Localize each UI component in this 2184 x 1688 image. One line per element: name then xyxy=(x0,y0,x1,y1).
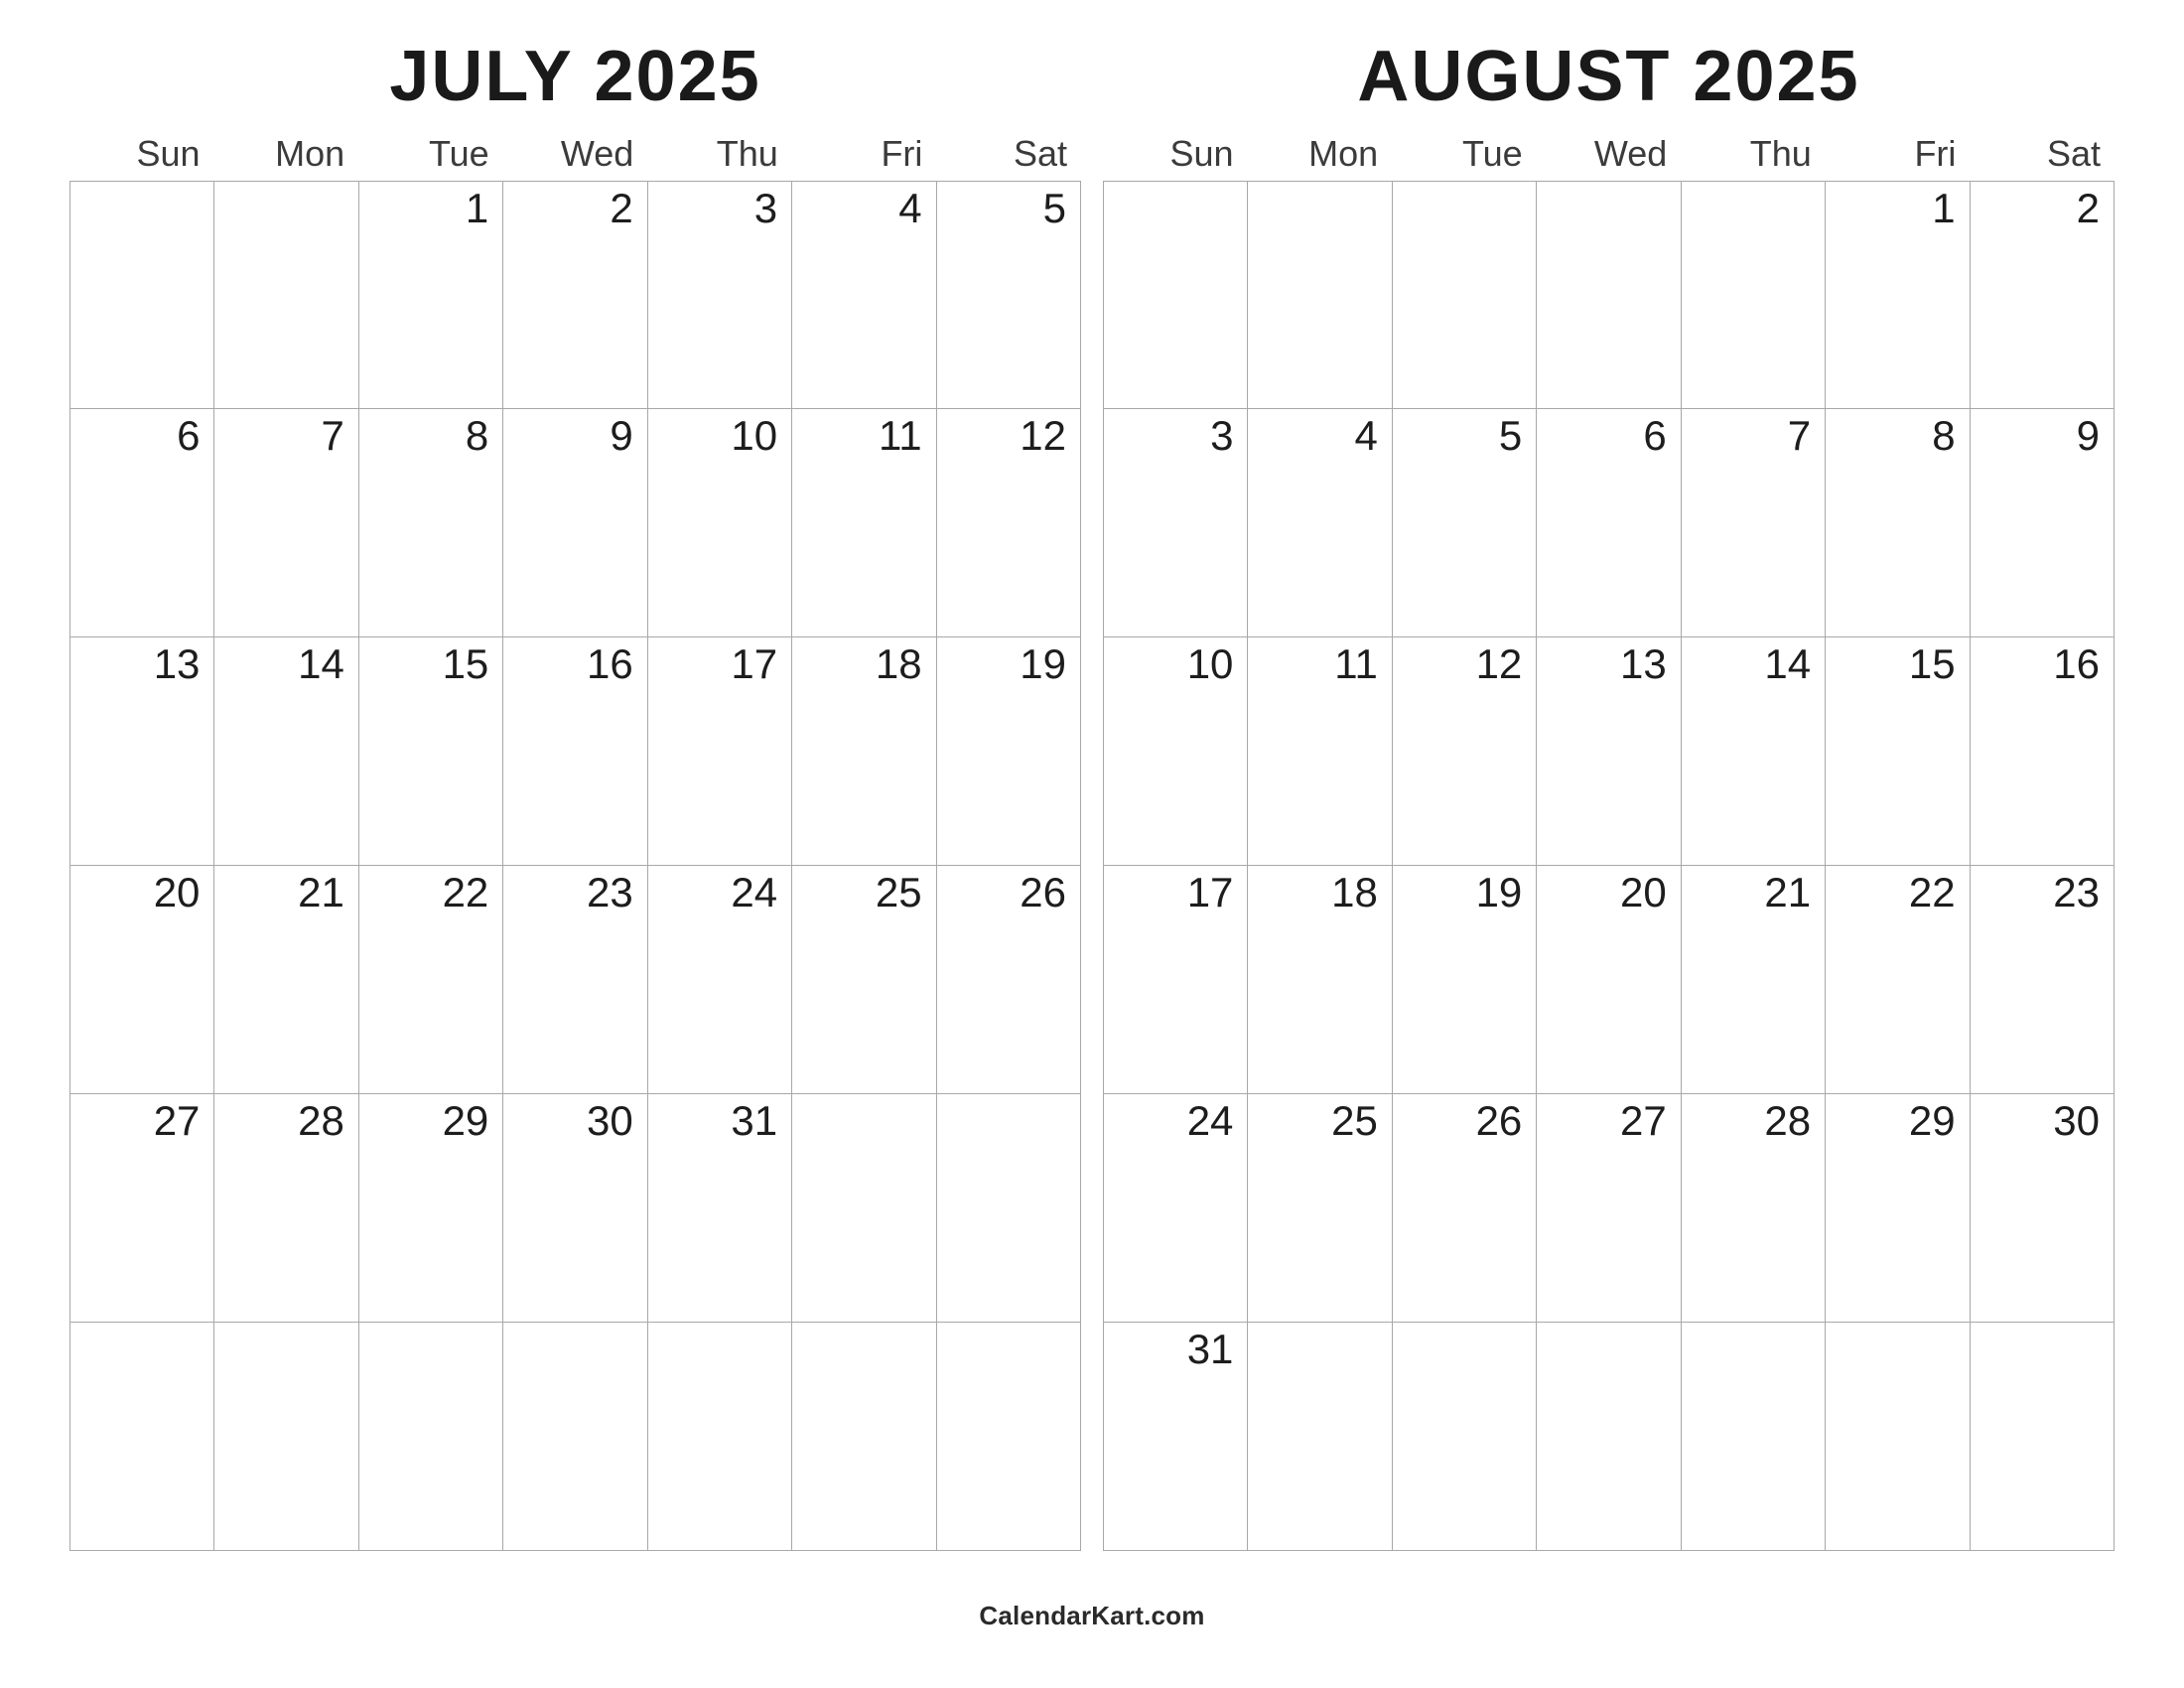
weekday-label-sat: Sat xyxy=(1013,132,1067,174)
day-number: 18 xyxy=(1331,869,1378,916)
day-number: 6 xyxy=(1643,412,1667,460)
weekday-label-mon: Mon xyxy=(1308,132,1379,174)
day-cell[interactable] xyxy=(1971,182,2115,410)
day-number: 28 xyxy=(1764,1096,1812,1144)
day-number: 10 xyxy=(731,412,778,460)
day-cell[interactable] xyxy=(937,1323,1081,1551)
day-cell[interactable] xyxy=(70,1323,214,1551)
day-number: 20 xyxy=(153,869,201,916)
day-number: 30 xyxy=(586,1096,633,1144)
day-cell[interactable] xyxy=(214,637,358,866)
day-cell[interactable] xyxy=(792,866,936,1094)
month-block-july xyxy=(69,37,1081,1551)
day-number: 11 xyxy=(1334,640,1378,688)
day-cell[interactable] xyxy=(648,409,792,637)
day-number: 31 xyxy=(1186,1325,1234,1372)
day-cell[interactable] xyxy=(1248,182,1392,410)
day-number: 7 xyxy=(1787,412,1812,460)
day-number: 24 xyxy=(731,869,778,916)
day-cell[interactable] xyxy=(70,409,214,637)
day-cell[interactable] xyxy=(1826,637,1970,866)
day-number: 9 xyxy=(610,412,633,460)
day-number: 28 xyxy=(298,1096,344,1144)
day-number: 12 xyxy=(1475,640,1523,688)
day-cell[interactable] xyxy=(1393,409,1537,637)
day-number: 25 xyxy=(875,869,922,916)
day-number: 24 xyxy=(1186,1096,1234,1144)
weekday-label-sun: Sun xyxy=(1169,132,1234,174)
day-cell[interactable] xyxy=(1537,1323,1681,1551)
day-cell[interactable] xyxy=(1971,409,2115,637)
day-cell[interactable] xyxy=(792,1323,936,1551)
day-cell[interactable] xyxy=(1682,1323,1826,1551)
weekday-label-sat: Sat xyxy=(2046,132,2101,174)
day-cell[interactable] xyxy=(1104,1094,1248,1323)
day-cell[interactable] xyxy=(70,182,214,410)
weekday-header-august xyxy=(1103,133,2115,175)
site-brand: CalendarKart.com xyxy=(979,1601,1205,1631)
day-number: 13 xyxy=(1619,640,1667,688)
day-cell[interactable] xyxy=(1682,182,1826,410)
weekday-header-july xyxy=(69,133,1081,175)
day-number: 3 xyxy=(753,184,778,231)
day-cell[interactable] xyxy=(1393,1094,1537,1323)
weekday-label-wed: Wed xyxy=(560,132,634,174)
day-number: 19 xyxy=(1475,869,1523,916)
weekday-label-thu: Thu xyxy=(716,132,778,174)
day-cell[interactable] xyxy=(70,1094,214,1323)
day-number: 17 xyxy=(1186,869,1234,916)
day-cell[interactable] xyxy=(70,637,214,866)
day-number: 16 xyxy=(2053,640,2100,688)
day-cell[interactable] xyxy=(359,637,503,866)
day-cell[interactable] xyxy=(648,637,792,866)
day-cell[interactable] xyxy=(1393,1323,1537,1551)
day-cell[interactable] xyxy=(359,182,503,410)
day-cell[interactable] xyxy=(937,182,1081,410)
day-cell[interactable] xyxy=(1248,637,1392,866)
day-number: 22 xyxy=(442,869,489,916)
day-cell[interactable] xyxy=(648,182,792,410)
day-number: 22 xyxy=(1908,869,1956,916)
day-number: 2 xyxy=(610,184,633,231)
day-cell[interactable] xyxy=(359,1094,503,1323)
day-number: 2 xyxy=(2076,184,2100,231)
weekday-label-fri: Fri xyxy=(881,132,923,174)
day-number: 26 xyxy=(1020,869,1066,916)
day-cell[interactable] xyxy=(359,866,503,1094)
day-cell[interactable] xyxy=(503,1323,647,1551)
day-cell[interactable] xyxy=(503,866,647,1094)
day-number: 8 xyxy=(465,412,489,460)
day-cell[interactable] xyxy=(503,637,647,866)
day-cell[interactable] xyxy=(1104,409,1248,637)
day-cell[interactable] xyxy=(792,409,936,637)
day-cell[interactable] xyxy=(1826,866,1970,1094)
month-title-august: AUGUST 2025 xyxy=(1357,37,1860,116)
day-cell[interactable] xyxy=(1537,182,1681,410)
day-cell[interactable] xyxy=(1826,409,1970,637)
day-number: 15 xyxy=(1908,640,1956,688)
weekday-label-wed: Wed xyxy=(1593,132,1668,174)
weekday-label-tue: Tue xyxy=(1462,132,1523,174)
day-number: 27 xyxy=(1619,1096,1667,1144)
month-block-august xyxy=(1103,37,2115,1551)
weekday-label-mon: Mon xyxy=(275,132,345,174)
day-cell[interactable] xyxy=(214,182,358,410)
day-number: 9 xyxy=(2076,412,2100,460)
day-cell[interactable] xyxy=(1971,866,2115,1094)
footer xyxy=(69,1551,2115,1688)
day-cell[interactable] xyxy=(1682,1094,1826,1323)
day-number: 10 xyxy=(1186,640,1234,688)
day-cell[interactable] xyxy=(1248,409,1392,637)
day-number: 14 xyxy=(298,640,344,688)
day-cell[interactable] xyxy=(792,1094,936,1323)
day-cell[interactable] xyxy=(1826,182,1970,410)
day-number: 4 xyxy=(1354,412,1378,460)
day-cell[interactable] xyxy=(1682,866,1826,1094)
day-number: 7 xyxy=(321,412,344,460)
day-cell[interactable] xyxy=(1826,1323,1970,1551)
day-number: 13 xyxy=(153,640,201,688)
day-number: 21 xyxy=(1764,869,1812,916)
day-cell[interactable] xyxy=(792,637,936,866)
day-cell[interactable] xyxy=(1971,1094,2115,1323)
day-cell[interactable] xyxy=(1104,1323,1248,1551)
day-cell[interactable] xyxy=(214,1094,358,1323)
day-cell[interactable] xyxy=(503,409,647,637)
day-cell[interactable] xyxy=(937,866,1081,1094)
day-number: 11 xyxy=(878,412,922,460)
day-grid-august xyxy=(1103,181,2115,1551)
day-number: 1 xyxy=(465,184,489,231)
day-cell[interactable] xyxy=(937,409,1081,637)
day-cell[interactable] xyxy=(1537,409,1681,637)
day-cell[interactable] xyxy=(1393,866,1537,1094)
day-cell[interactable] xyxy=(359,1323,503,1551)
months-container xyxy=(69,37,2115,1551)
month-title-july: JULY 2025 xyxy=(389,37,761,116)
day-cell[interactable] xyxy=(359,409,503,637)
day-number: 14 xyxy=(1764,640,1812,688)
day-cell[interactable] xyxy=(1826,1094,1970,1323)
day-cell[interactable] xyxy=(1971,1323,2115,1551)
day-cell[interactable] xyxy=(214,1323,358,1551)
day-cell[interactable] xyxy=(214,866,358,1094)
day-grid-july xyxy=(69,181,1081,1551)
day-cell[interactable] xyxy=(648,1094,792,1323)
day-cell[interactable] xyxy=(648,1323,792,1551)
day-number: 30 xyxy=(2053,1096,2100,1144)
day-cell[interactable] xyxy=(1393,637,1537,866)
day-cell[interactable] xyxy=(1104,182,1248,410)
day-number: 17 xyxy=(731,640,778,688)
day-number: 3 xyxy=(1210,412,1234,460)
weekday-label-thu: Thu xyxy=(1749,132,1812,174)
day-number: 21 xyxy=(298,869,344,916)
day-cell[interactable] xyxy=(1104,637,1248,866)
day-cell[interactable] xyxy=(1971,637,2115,866)
day-number: 31 xyxy=(731,1096,778,1144)
day-cell[interactable] xyxy=(503,1094,647,1323)
day-cell[interactable] xyxy=(792,182,936,410)
day-number: 20 xyxy=(1619,869,1667,916)
weekday-label-tue: Tue xyxy=(429,132,489,174)
day-cell[interactable] xyxy=(937,1094,1081,1323)
day-number: 8 xyxy=(1932,412,1956,460)
day-cell[interactable] xyxy=(1682,637,1826,866)
day-cell[interactable] xyxy=(1104,866,1248,1094)
day-number: 6 xyxy=(177,412,201,460)
day-cell[interactable] xyxy=(1393,182,1537,410)
day-number: 19 xyxy=(1020,640,1066,688)
day-number: 5 xyxy=(1042,184,1066,231)
day-cell[interactable] xyxy=(1537,866,1681,1094)
day-number: 12 xyxy=(1020,412,1066,460)
day-cell[interactable] xyxy=(1682,409,1826,637)
day-number: 5 xyxy=(1498,412,1523,460)
day-number: 23 xyxy=(2053,869,2100,916)
day-cell[interactable] xyxy=(1537,637,1681,866)
day-number: 23 xyxy=(586,869,633,916)
weekday-label-sun: Sun xyxy=(136,132,201,174)
day-number: 18 xyxy=(875,640,922,688)
day-number: 25 xyxy=(1331,1096,1378,1144)
day-cell[interactable] xyxy=(1248,1323,1392,1551)
day-number: 29 xyxy=(1908,1096,1956,1144)
day-number: 4 xyxy=(898,184,922,231)
day-number: 15 xyxy=(442,640,489,688)
day-cell[interactable] xyxy=(1248,866,1392,1094)
day-cell[interactable] xyxy=(503,182,647,410)
day-number: 16 xyxy=(586,640,633,688)
day-cell[interactable] xyxy=(214,409,358,637)
day-number: 1 xyxy=(1932,184,1956,231)
day-cell[interactable] xyxy=(937,637,1081,866)
weekday-label-fri: Fri xyxy=(1914,132,1957,174)
day-cell[interactable] xyxy=(648,866,792,1094)
day-cell[interactable] xyxy=(70,866,214,1094)
day-number: 29 xyxy=(442,1096,489,1144)
day-number: 26 xyxy=(1475,1096,1523,1144)
day-cell[interactable] xyxy=(1537,1094,1681,1323)
day-cell[interactable] xyxy=(1248,1094,1392,1323)
day-number: 27 xyxy=(153,1096,201,1144)
